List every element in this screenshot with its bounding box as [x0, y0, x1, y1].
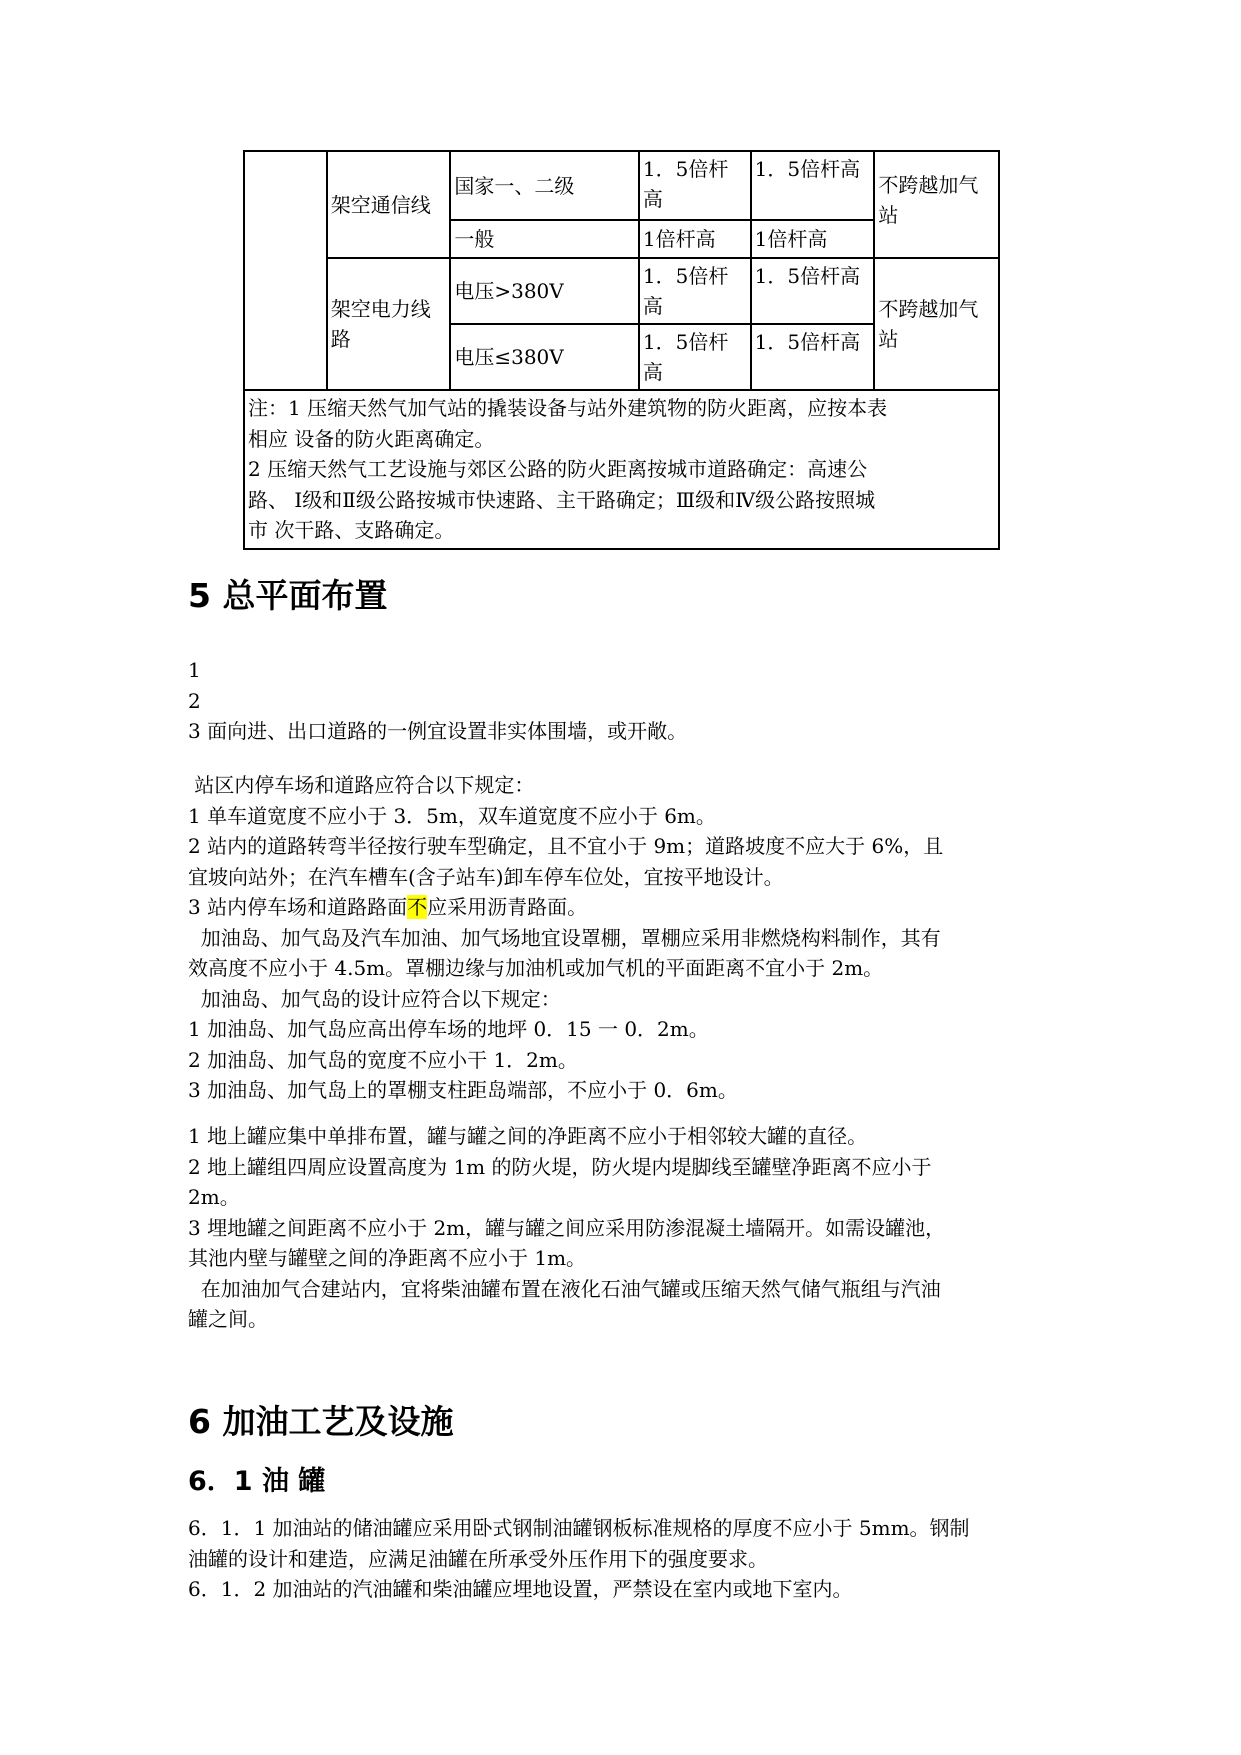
text-line: 1 单车道宽度不应小于 3．5m，双车道宽度不应小于 6m。 [188, 803, 716, 828]
note-line: 2 压缩天然气工艺设施与郊区公路的防火距离按城市道路确定：高速公 [248, 457, 868, 481]
section-5-paragraphs [188, 770, 1053, 1106]
text-line: 3 埋地罐之间距离不应小于 2m，罐与罐之间应采用防渗混凝土墙隔开。如需设罐池， [188, 1215, 946, 1240]
section-6-paragraphs [188, 1513, 1053, 1605]
text-line: 效高度不应小于 4.5m。罩棚边缘与加油机或加气机的平面距离不宜小于 2m。 [188, 956, 884, 980]
table-value-cell: 1．5倍杆高 [639, 151, 751, 220]
text-line: 加油岛、加气岛及汽车加油、加气场地宜设罩棚，罩棚应采用非燃烧构料制作，其有 [188, 925, 941, 950]
table-value-cell: 1．5倍杆高 [751, 151, 875, 220]
table-note-cell [244, 390, 999, 549]
table-value-cell: 1倍杆高 [751, 220, 875, 258]
section-6-heading: 6 加油工艺及设施 [188, 1402, 454, 1441]
table-empty-cell [244, 151, 327, 390]
table-note-row [244, 390, 999, 549]
text-line: 宜坡向站外；在汽车槽车(含子站车)卸车停车位处，宜按平地设计。 [188, 864, 784, 889]
text-line: 2 地上罐组四周应设置高度为 1m 的防火堤，防火堤内堤脚线至罐壁净距离不应小于 [188, 1154, 932, 1179]
table-remark-cell: 不跨越加气站 [874, 151, 999, 258]
table-subtype-cell: 电压≤380V [450, 324, 639, 390]
table-category-cell: 架空通信线 [327, 151, 451, 258]
text-line: 加油岛、加气岛的设计应符合以下规定： [188, 986, 561, 1011]
table-value-cell: 1倍杆高 [639, 220, 751, 258]
text-line: 2 [188, 688, 201, 713]
text-line: 罐之间。 [188, 1307, 268, 1331]
table-row [244, 258, 999, 324]
text-line: 1 [188, 658, 201, 682]
text-line: 2 站内的道路转弯半径按行驶车型确定，且不宜小于 9m；道路坡度不应大于 6%，且 [188, 834, 944, 858]
note-line: 市 次干路、支路确定。 [248, 518, 455, 542]
note-line: 注：1 压缩天然气加气站的撬装设备与站外建筑物的防火距离，应按本表 [248, 396, 888, 420]
text-line: 6．1．2 加油站的汽油罐和柴油罐应埋地设置，严禁设在室内或地下室内。 [188, 1577, 853, 1601]
text-line: 3 面向进、出口道路的一例宜设置非实体围墙，或开敞。 [188, 719, 688, 743]
text-line: 2 加油岛、加气岛的宽度不应小干 1．2m。 [188, 1047, 578, 1072]
text-line: 站区内停车场和道路应符合以下规定： [188, 773, 535, 797]
text-fragment: 3 站内停车场和道路路面 [188, 895, 408, 919]
text-line: 6．1．1 加油站的储油罐应采用卧式钢制油罐钢板标准规格的厚度不应小于 5mm。钢制 [188, 1516, 970, 1540]
section-5-list-a [188, 655, 1053, 747]
section-5-tank-rules [188, 1121, 1053, 1335]
table-subtype-cell: 国家一、二级 [450, 151, 639, 220]
table-subtype-cell: 电压>380V [450, 258, 639, 324]
table-remark-cell: 不跨越加气站 [874, 258, 999, 390]
table-category-cell: 架空电力线路 [327, 258, 451, 390]
table-value-cell: 1．5倍杆高 [639, 324, 751, 390]
table-subtype-cell: 一般 [450, 220, 639, 258]
note-line: 路、 Ⅰ级和Ⅱ级公路按城市快速路、主干路确定；Ⅲ级和Ⅳ级公路按照城 [248, 487, 876, 512]
highlighted-line [188, 892, 1053, 923]
fire-distance-table [243, 150, 1000, 550]
text-line: 1 地上罐应集中单排布置，罐与罐之间的净距离不应小于相邻较大罐的直径。 [188, 1124, 868, 1148]
text-line: 2m。 [188, 1185, 240, 1209]
text-line: 其池内壁与罐壁之间的净距离不应小于 1m。 [188, 1246, 587, 1270]
section-5-heading: 5 总平面布置 [188, 576, 388, 615]
table-row [244, 151, 999, 220]
table-value-cell: 1．5倍杆高 [751, 324, 875, 390]
note-line: 相应 设备的防火距离确定。 [248, 426, 495, 451]
text-line: 1 加油岛、加气岛应高出停车场的地坪 0．15 一 0．2m。 [188, 1017, 709, 1041]
table-value-cell: 1．5倍杆高 [751, 258, 875, 324]
text-fragment: 应采用沥青路面。 [427, 895, 588, 919]
text-line: 在加油加气合建站内，宜将柴油罐布置在液化石油气罐或压缩天然气储气瓶组与汽油 [188, 1276, 941, 1301]
table-value-cell: 1．5倍杆高 [639, 258, 751, 324]
section-6-1-heading: 6．1 油 罐 [188, 1466, 326, 1497]
text-line: 油罐的设计和建造，应满足油罐在所承受外压作用下的强度要求。 [188, 1546, 768, 1571]
highlighted-text: 不 [407, 895, 428, 919]
text-line: 3 加油岛、加气岛上的罩棚支柱距岛端部，不应小于 0．6m。 [188, 1078, 738, 1102]
